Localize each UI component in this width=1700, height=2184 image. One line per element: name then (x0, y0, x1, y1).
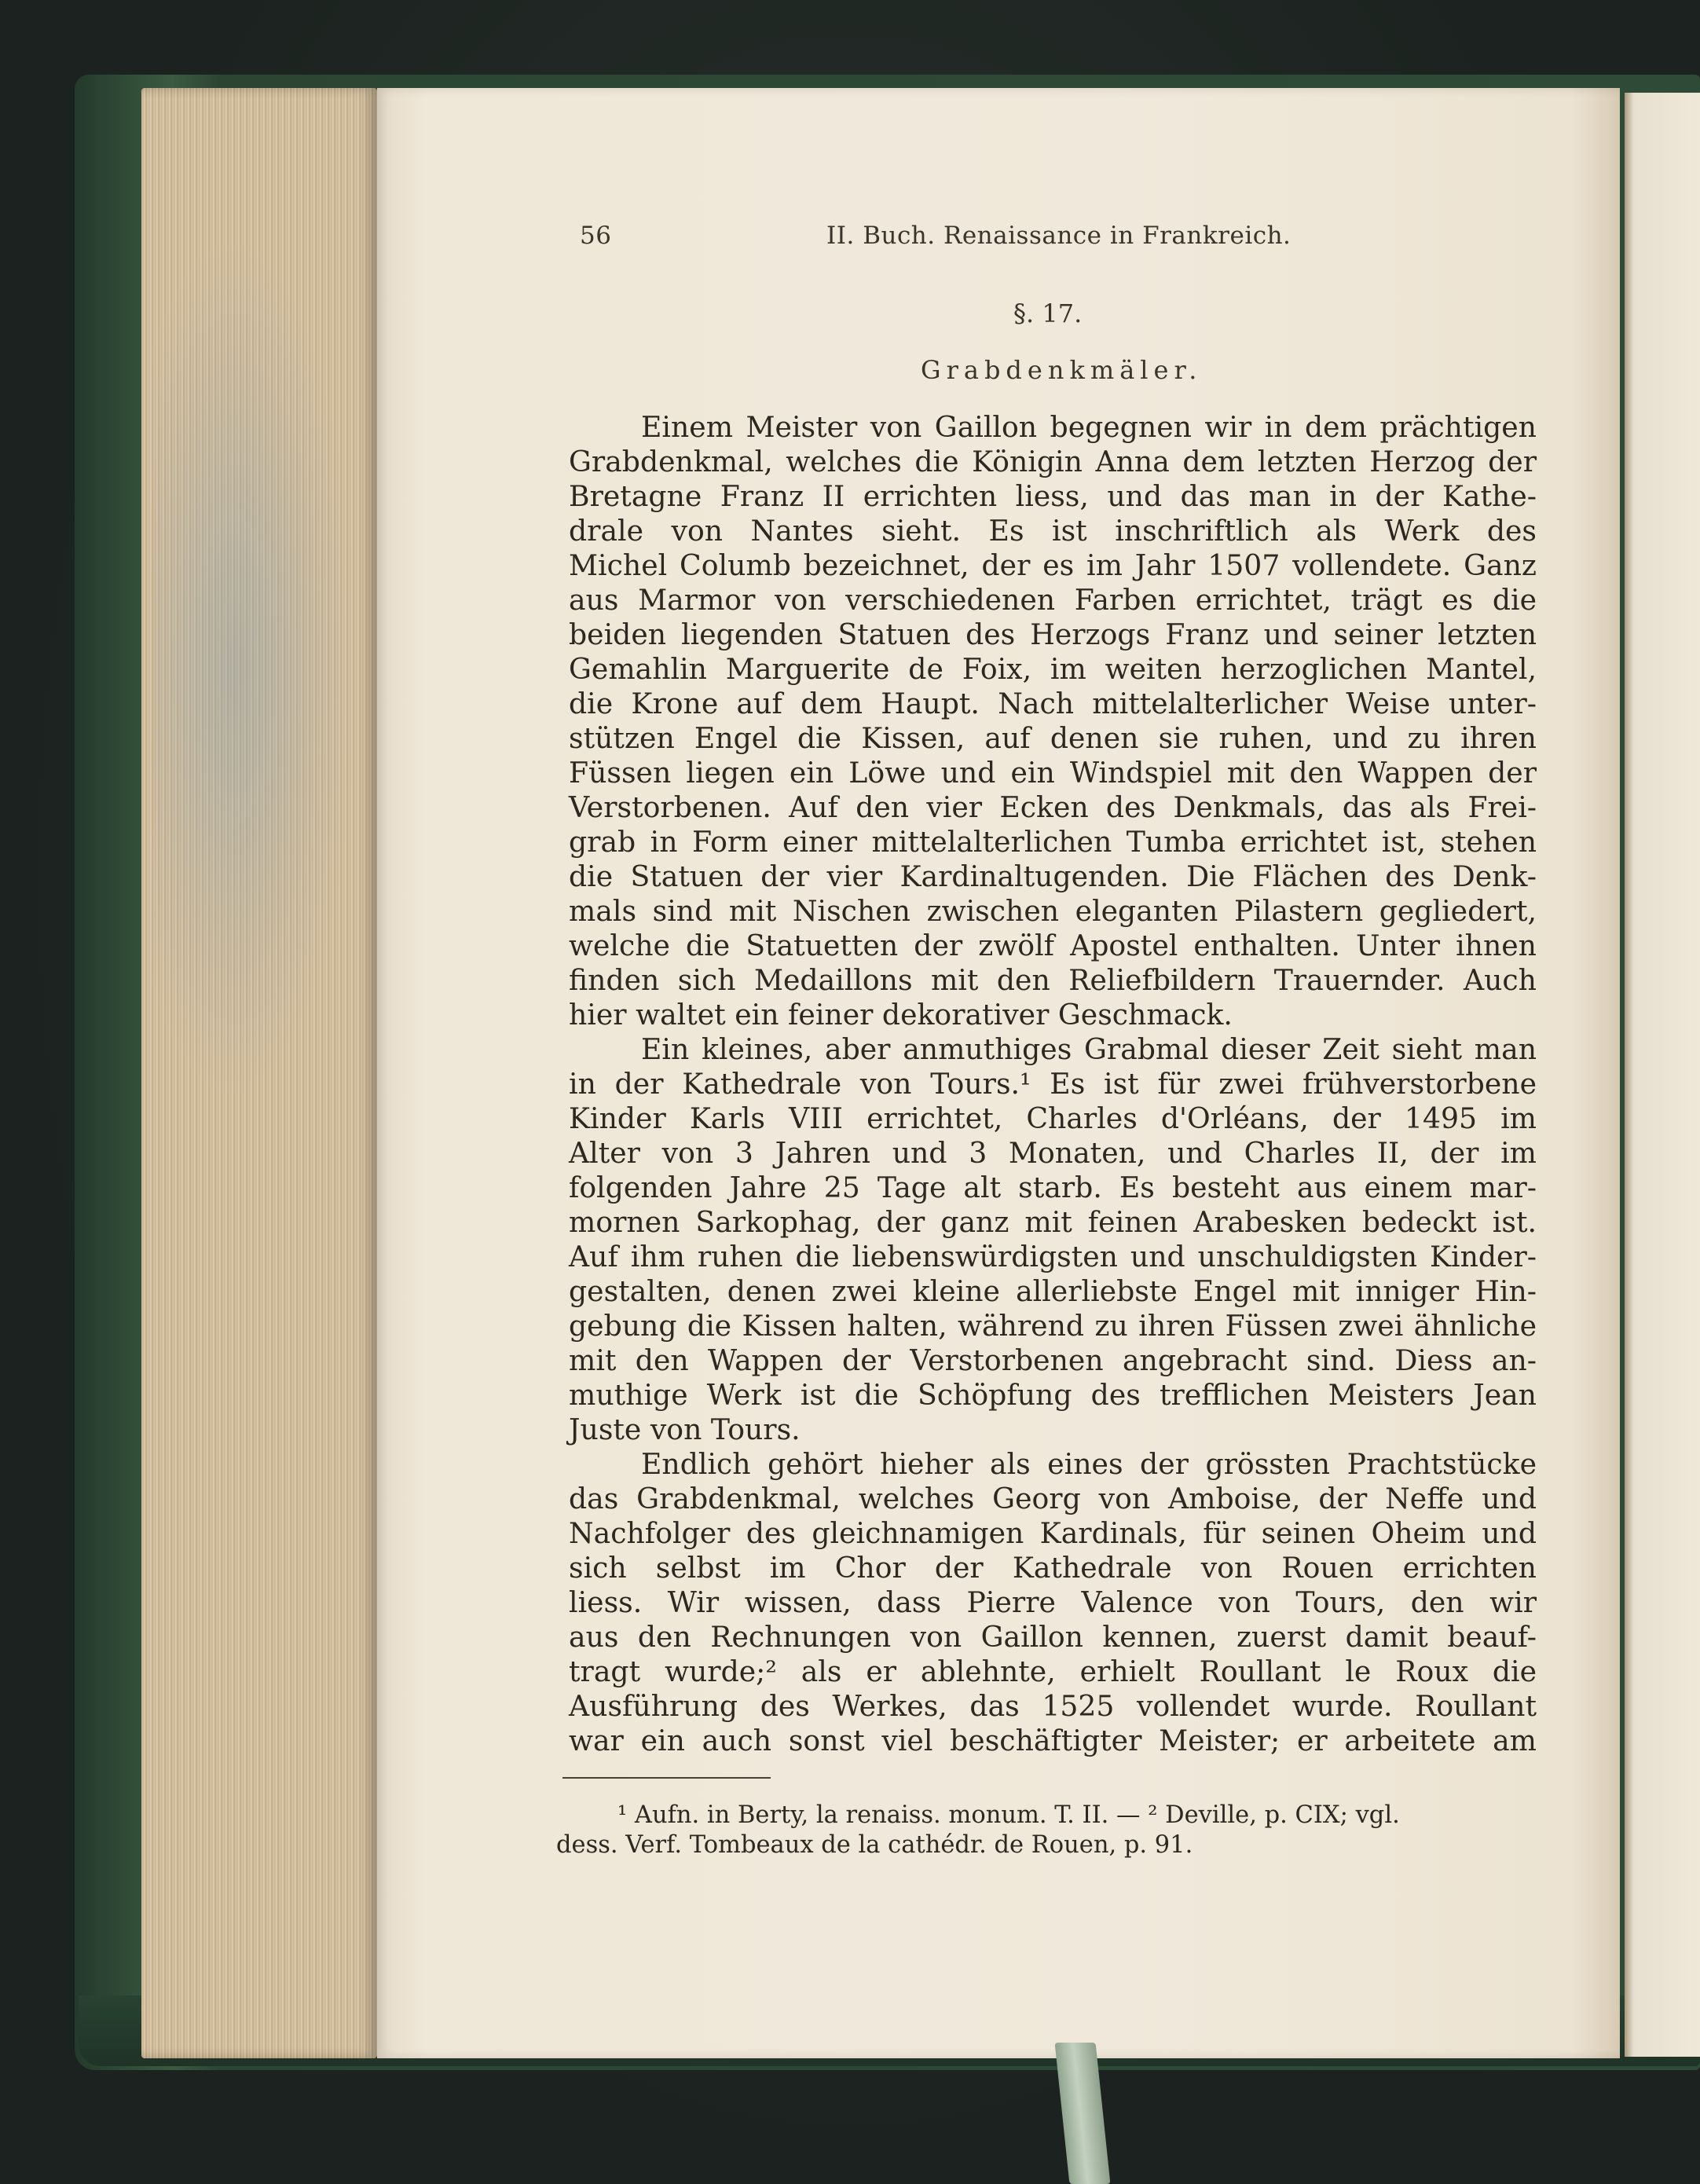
text-line: grab in Form einer mittelalterlichen Tumba errichtet ist, stehen (569, 825, 1537, 859)
text-line: Einem Meister von Gaillon begegnen wir in dem prächtigen (641, 410, 1537, 444)
text-line: aus Marmor von verschiedenen Farben errichtet, trägt es die (569, 583, 1537, 617)
page-number: 56 (580, 222, 612, 250)
text-line: mit den Wappen der Verstorbenen angebracht sind. Diess an- (569, 1343, 1537, 1377)
text-line: Endlich gehört hieher als eines der grössten Prachtstücke (641, 1447, 1537, 1481)
text-line: Juste von Tours. (569, 1413, 801, 1446)
text-line: in der Kathedrale von Tours.¹ Es ist für zwei frühverstorbene (569, 1067, 1537, 1101)
text-line: Gemahlin Marguerite de Foix, im weiten herzoglichen Mantel, (569, 652, 1537, 686)
text-line: Alter von 3 Jahren und 3 Monaten, und Charles II, der im (569, 1136, 1537, 1170)
text-line: folgenden Jahre 25 Tage alt starb. Es besteht aus einem mar- (569, 1171, 1537, 1204)
text-line: Grabdenkmal, welches die Königin Anna dem letzten Herzog der (569, 445, 1537, 478)
section-title: Grabdenkmäler. (921, 355, 1203, 385)
text-line: gestalten, denen zwei kleine allerliebste Engel mit inniger Hin- (569, 1274, 1537, 1308)
text-line: mornen Sarkophag, der ganz mit feinen Arabesken bedeckt ist. (569, 1205, 1537, 1239)
text-line: Auf ihm ruhen die liebenswürdigsten und unschuldigsten Kinder- (569, 1240, 1537, 1273)
text-line: gebung die Kissen halten, während zu ihren Füssen zwei ähnliche (569, 1309, 1537, 1343)
text-line: Verstorbenen. Auf den vier Ecken des Denkmals, das als Frei- (569, 790, 1537, 824)
text-line: muthige Werk ist die Schöpfung des trefflichen Meisters Jean (569, 1378, 1537, 1412)
text-line: finden sich Medaillons mit den Reliefbildern Trauernder. Auch (569, 963, 1537, 997)
facing-page-edge (1625, 93, 1700, 2057)
body-text (569, 410, 1537, 1758)
text-line: die Krone auf dem Haupt. Nach mittelalterlicher Weise unter- (569, 687, 1537, 720)
text-line: sich selbst im Chor der Kathedrale von Rouen errichten (569, 1551, 1537, 1585)
text-line: Ein kleines, aber anmuthiges Grabmal dieser Zeit sieht man (641, 1032, 1537, 1066)
text-line: beiden liegenden Statuen des Herzogs Franz und seiner letzten (569, 617, 1537, 651)
footnote-line: ¹ Aufn. in Berty, la renaiss. monum. T. II. — ² Deville, p. CIX; vgl. (617, 1801, 1400, 1829)
text-line: aus den Rechnungen von Gaillon kennen, zuerst damit beauf- (569, 1620, 1537, 1654)
text-line: Michel Columb bezeichnet, der es im Jahr 1507 vollendete. Ganz (569, 548, 1537, 582)
text-line: Nachfolger des gleichnamigen Kardinals, für seinen Oheim und (569, 1516, 1537, 1550)
text-line: die Statuen der vier Kardinaltugenden. Die Flächen des Denk- (569, 859, 1537, 893)
footnote-rule (562, 1777, 771, 1779)
text-line: Füssen liegen ein Löwe und ein Windspiel mit den Wappen der (569, 756, 1537, 790)
footnote-line: dess. Verf. Tombeaux de la cathédr. de Rouen, p. 91. (556, 1831, 1193, 1859)
text-line: Bretagne Franz II errichten liess, und das man in der Kathe- (569, 479, 1537, 513)
running-head-title: II. Buch. Renaissance in Frankreich. (826, 222, 1291, 250)
text-line: drale von Nantes sieht. Es ist inschriftlich als Werk des (569, 514, 1537, 548)
text-line: Ausführung des Werkes, das 1525 vollendet wurde. Roullant (569, 1689, 1537, 1723)
section-number: §. 17. (1013, 299, 1083, 328)
text-line: liess. Wir wissen, dass Pierre Valence von Tours, den wir (569, 1585, 1537, 1619)
text-line: welche die Statuetten der zwölf Apostel enthalten. Unter ihnen (569, 929, 1537, 962)
text-line: hier waltet ein feiner dekorativer Geschmack. (569, 998, 1233, 1032)
text-line: tragt wurde;² als er ablehnte, erhielt Roullant le Roux die (569, 1654, 1537, 1688)
running-head (580, 222, 1299, 259)
text-line: das Grabdenkmal, welches Georg von Amboise, der Neffe und (569, 1482, 1537, 1515)
page-edge-stain (153, 236, 357, 1100)
text-line: war ein auch sonst viel beschäftigter Meister; er arbeitete am (569, 1724, 1537, 1757)
footnotes (556, 1801, 1524, 1860)
text-line: Kinder Karls VIII errichtet, Charles d'Orléans, der 1495 im (569, 1101, 1537, 1135)
text-line: stützen Engel die Kissen, auf denen sie ruhen, und zu ihren (569, 721, 1537, 755)
text-line: mals sind mit Nischen zwischen eleganten Pilastern gegliedert, (569, 894, 1537, 928)
